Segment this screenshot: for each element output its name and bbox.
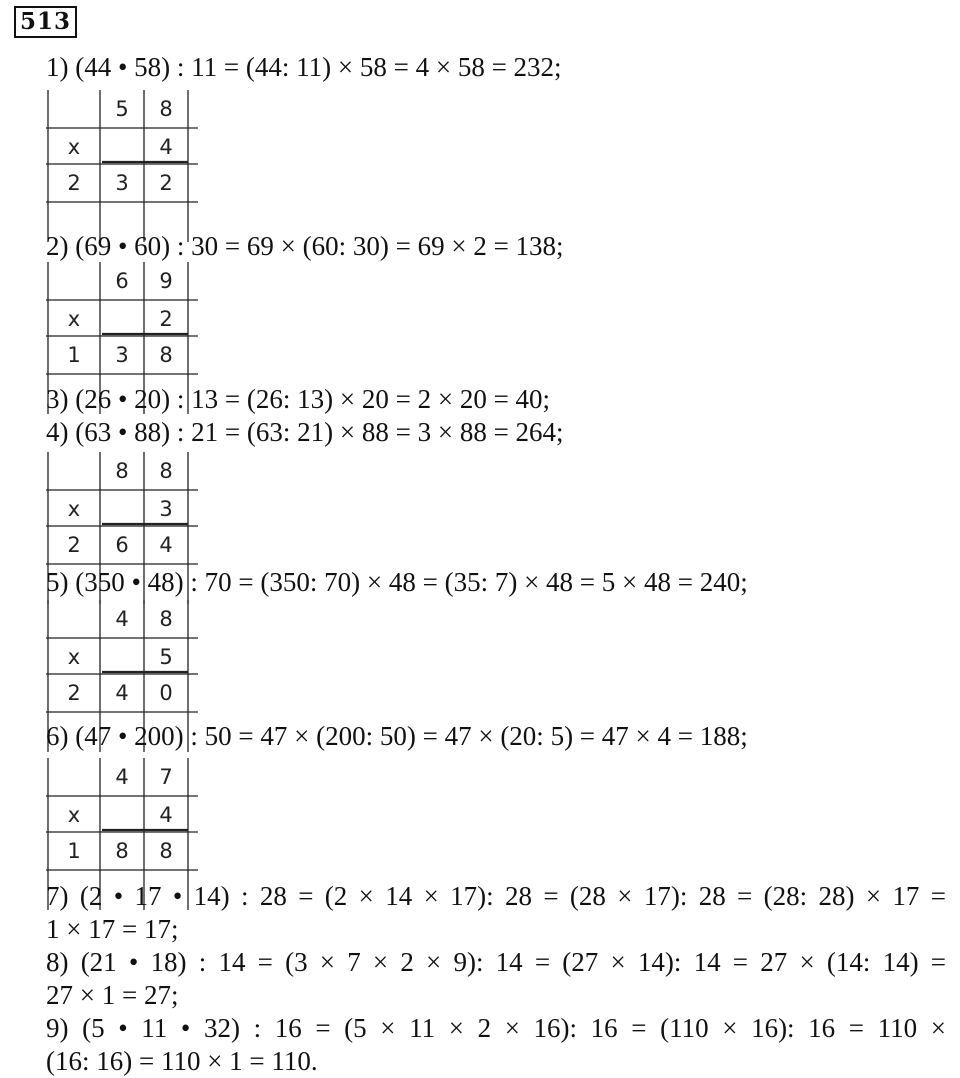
- grid-digit: 4: [115, 681, 129, 705]
- solution-line-3: 3) (26 • 20) : 13 = (26: 13) × 20 = 2 × 20 = 40;: [46, 384, 551, 414]
- grid-digit: 1: [67, 839, 81, 863]
- grid-digit: 4: [115, 607, 129, 631]
- grid-digit: 2: [159, 171, 173, 195]
- grid-digit: 8: [115, 459, 129, 483]
- grid-digit: 5: [115, 97, 129, 121]
- solution-line-2: 2) (69 • 60) : 30 = 69 × (60: 30) = 69 × 2 = 138;: [46, 231, 564, 261]
- solution-line-5: 5) (350 • 48) : 70 = (350: 70) × 48 = (35: 7) × 48 = 5 × 48 = 240;: [46, 567, 748, 597]
- multiply-sign: x: [67, 645, 81, 669]
- grid-digit: [103, 639, 141, 675]
- multiply-sign: x: [67, 497, 81, 521]
- grid-digit: [103, 301, 141, 337]
- grid-digit: 8: [115, 839, 129, 863]
- solution-line-7-continued: 1 × 17 = 17;: [46, 914, 179, 944]
- multiplication-grid-1: [46, 90, 200, 244]
- task-number: 513: [14, 6, 77, 38]
- grid-digit: 3: [159, 497, 173, 521]
- grid-digit: [103, 129, 141, 165]
- grid-digit: 4: [159, 803, 173, 827]
- grid-digit: 7: [159, 765, 173, 789]
- grid-digit: [51, 759, 97, 795]
- grid-digit: 4: [159, 135, 173, 159]
- multiply-sign: x: [67, 135, 81, 159]
- grid-digit: 9: [159, 269, 173, 293]
- grid-digit: 3: [115, 343, 129, 367]
- grid-digit: [51, 601, 97, 637]
- grid-digit: 2: [159, 307, 173, 331]
- grid-digit: 6: [115, 533, 129, 557]
- multiply-sign: x: [67, 307, 81, 331]
- grid-digit: 8: [159, 607, 173, 631]
- solution-line-1: 1) (44 • 58) : 11 = (44: 11) × 58 = 4 × 58 = 232;: [46, 52, 562, 82]
- grid-digit: 8: [159, 459, 173, 483]
- grid-digit: 0: [159, 681, 173, 705]
- grid-digit: [51, 453, 97, 489]
- multiply-sign: x: [67, 803, 81, 827]
- solution-line-6: 6) (47 • 200) : 50 = 47 × (200: 50) = 47 × (20: 5) = 47 × 4 = 188;: [46, 721, 748, 751]
- grid-digit: [51, 263, 97, 299]
- grid-digit: 1: [67, 343, 81, 367]
- solution-line-7: 7) (2 • 17 • 14) : 28 = (2 × 14 × 17): 28 = (28 × 17): 28 = (28: 28) × 17 =: [46, 881, 946, 911]
- solution-line-8-continued: 27 × 1 = 27;: [46, 980, 179, 1010]
- grid-digit: 3: [115, 171, 129, 195]
- grid-digit: 2: [67, 533, 81, 557]
- grid-digit: 8: [159, 839, 173, 863]
- solution-line-9-continued: (16: 16) = 110 × 1 = 110.: [46, 1046, 318, 1076]
- grid-digit: 5: [159, 645, 173, 669]
- grid-digit: 8: [159, 97, 173, 121]
- grid-digit: 6: [115, 269, 129, 293]
- grid-digit: 4: [159, 533, 173, 557]
- grid-digit: 2: [67, 681, 81, 705]
- solution-line-4: 4) (63 • 88) : 21 = (63: 21) × 88 = 3 × 88 = 264;: [46, 417, 564, 447]
- grid-digit: 4: [115, 765, 129, 789]
- grid-digit: 2: [67, 171, 81, 195]
- grid-digit: 8: [159, 343, 173, 367]
- solution-line-8: 8) (21 • 18) : 14 = (3 × 7 × 2 × 9): 14 = (27 × 14): 14 = 27 × (14: 14) =: [46, 947, 946, 977]
- grid-digit: [103, 797, 141, 833]
- solution-line-9: 9) (5 • 11 • 32) : 16 = (5 × 11 × 2 × 16): 16 = (110 × 16): 16 = 110 ×: [46, 1013, 946, 1043]
- grid-digit: [103, 491, 141, 527]
- grid-digit: [51, 91, 97, 127]
